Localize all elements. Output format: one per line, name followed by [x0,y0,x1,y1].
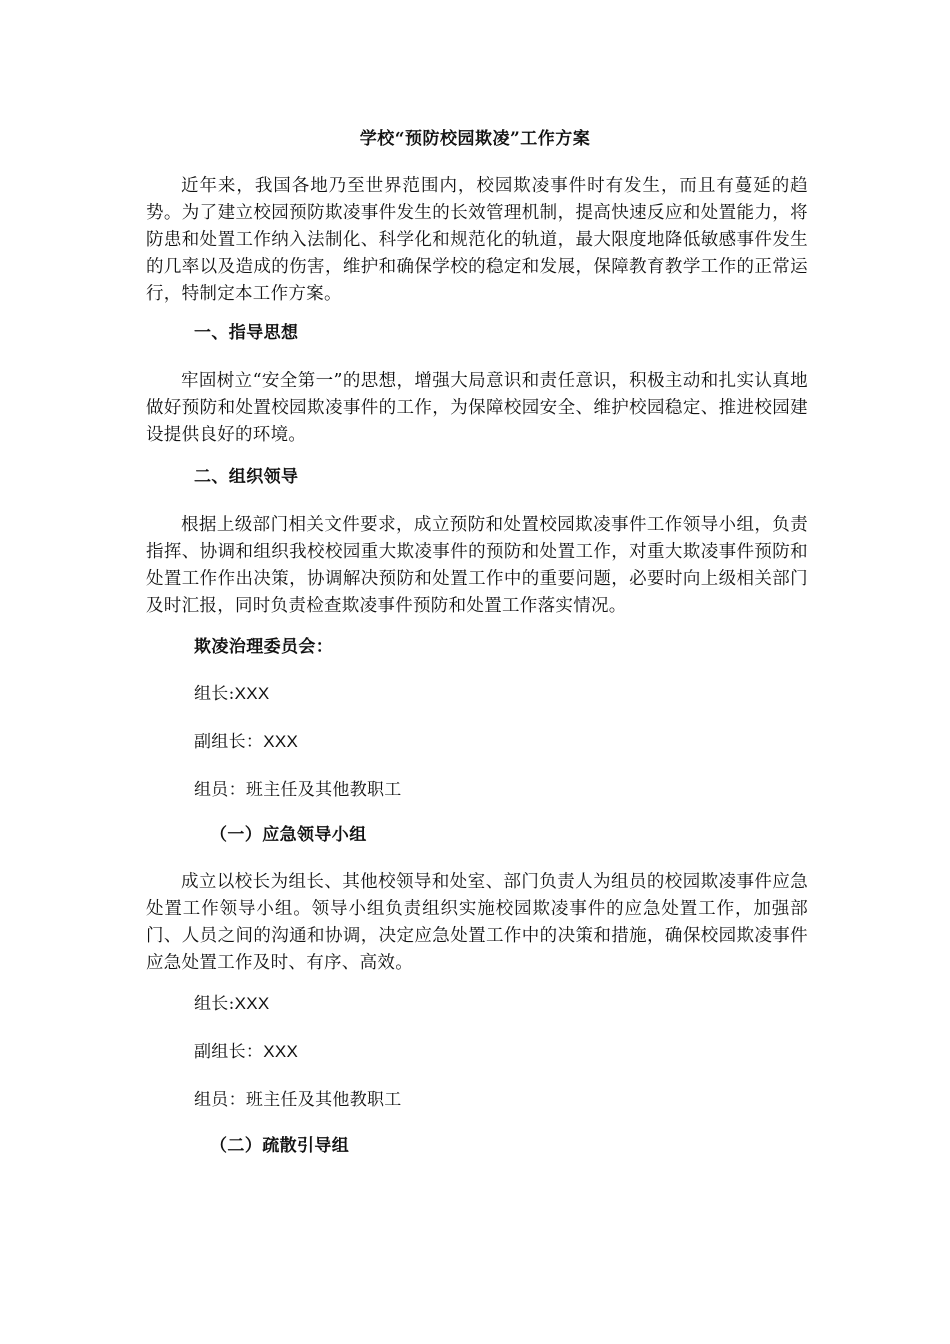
committee-leader [194,681,270,707]
emergency-group-deputy [194,1039,298,1065]
document-title: 学校“预防校园欺凌”工作方案 [359,129,591,149]
organization-paragraph: 根据上级部门相关文件要求，成立预防和处置校园欺凌事件工作领导小组，负责指挥、协调和组织我校校园重大欺凌事件的预防和处置工作，对重大欺凌事件预防和处置工作作出决策，协调解决预防和处置工作中的重要问题，必要时向上级相关部门及时汇报，同时负责检查欺凌事件预防和处置工作落实情况。 [146,515,808,616]
emergency-group-paragraph: 成立以校长为组长、其他校领导和处室、部门负责人为组员的校园欺凌事件应急处置工作领导小组。领导小组负责组织实施校园欺凌事件的应急处置工作，加强部门、人员之间的沟通和协调，决定应急处置工作中的决策和措施，确保校园欺凌事件应急处置工作及时、有序、高效。 [146,872,808,973]
intro-paragraph: 近年来，我国各地乃至世界范围内，校园欺凌事件时有发生，而且有蔓延的趋势。为了建立校园预防欺凌事件发生的长效管理机制，提高快速反应和处置能力，将防患和处置工作纳入法制化、科学化和规范化的轨道，最大限度地降低敏感事件发生的几率以及造成的伤害，维护和确保学校的稳定和发展，保障教育教学工作的正常运行，特制定本工作方案。 [146,176,808,304]
committee-leader-value: XXX [234,684,270,703]
emergency-leader-label: 组长: [194,994,235,1014]
committee-deputy-label: 副组长： [194,732,264,752]
emergency-deputy-value: XXX [263,1042,299,1061]
emergency-group-heading: （一）应急领导小组 [210,825,367,845]
committee-leader-label: 组长: [194,684,235,704]
committee-deputy-value: XXX [263,732,299,751]
emergency-leader-value: XXX [234,994,270,1013]
committee-members: 组员：班主任及其他教职工 [194,780,402,800]
emergency-group-leader [194,991,270,1017]
committee-deputy [194,729,298,755]
section-heading-organization: 二、组织领导 [194,467,299,487]
evacuation-group-heading: （二）疏散引导组 [210,1136,350,1156]
emergency-group-members: 组员：班主任及其他教职工 [194,1090,402,1110]
committee-heading: 欺凌治理委员会： [194,637,334,657]
section-heading-guiding-thought: 一、指导思想 [194,323,299,343]
guiding-thought-paragraph: 牢固树立“安全第一”的思想，增强大局意识和责任意识，积极主动和扎实认真地做好预防和处置校园欺凌事件的工作，为保障校园安全、维护校园稳定、推进校园建设提供良好的环境。 [146,371,808,445]
emergency-deputy-label: 副组长： [194,1042,264,1062]
